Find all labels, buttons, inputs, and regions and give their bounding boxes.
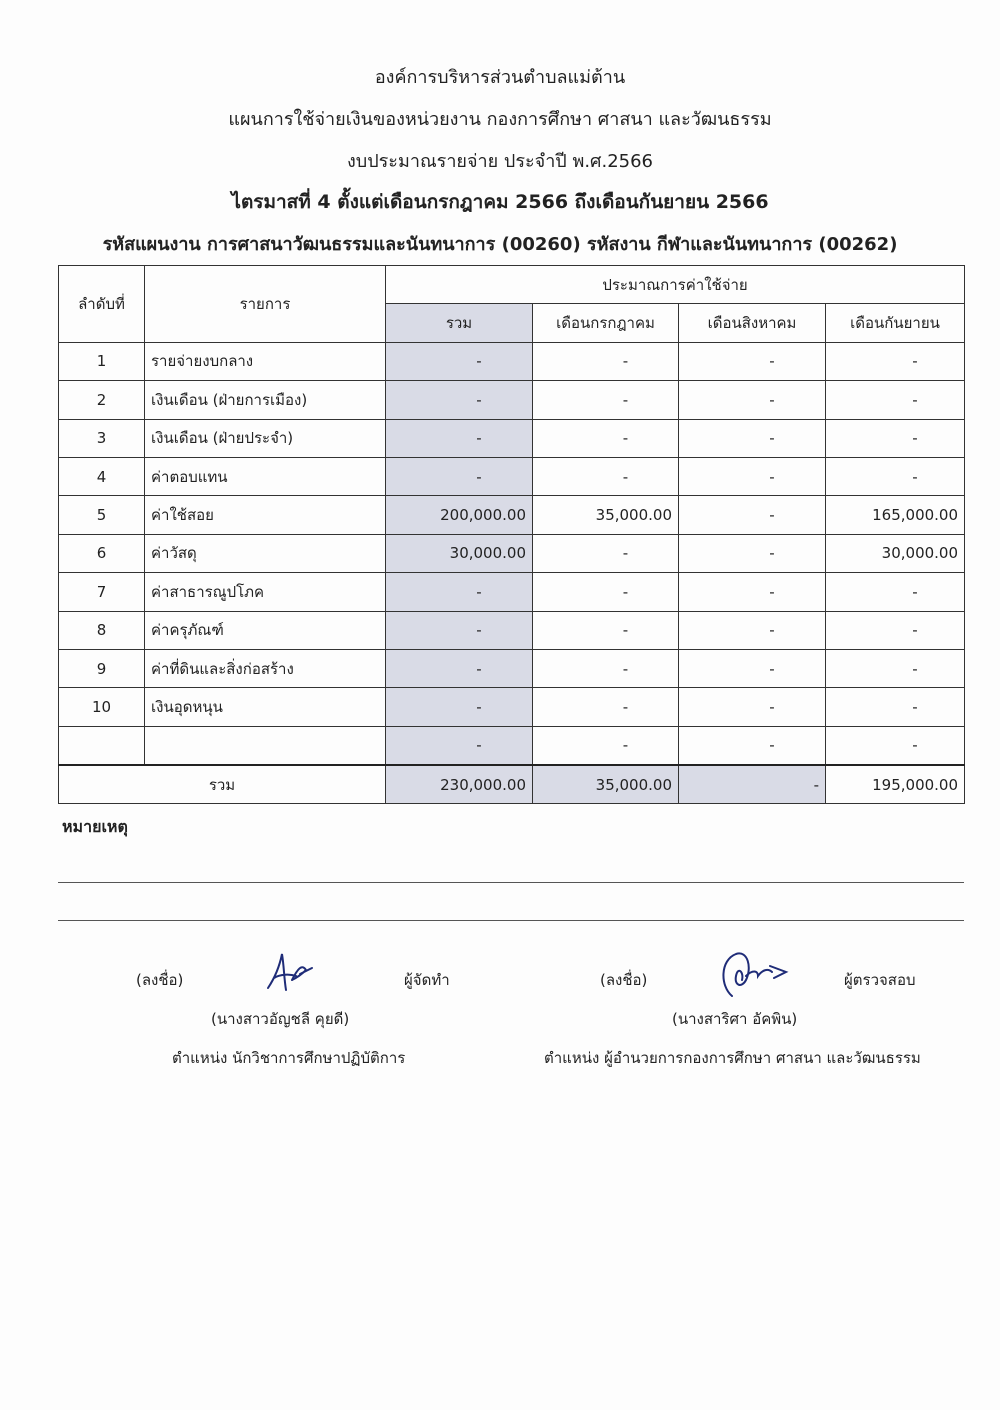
row-item: ค่าครุภัณฑ์ [145, 611, 386, 649]
plan-title: แผนการใช้จ่ายเงินของหน่วยงาน กองการศึกษา ศาสนา และวัฒนธรรม [228, 109, 772, 130]
row-item: เงินเดือน (ฝ่ายการเมือง) [145, 381, 386, 419]
row-august [679, 688, 826, 726]
row-number: 4 [59, 457, 145, 495]
dash-value: - [622, 429, 629, 448]
dash-value: - [622, 582, 629, 601]
row-total [386, 419, 533, 457]
dash-value: - [622, 544, 629, 563]
row-number: 1 [59, 342, 145, 380]
table-row [59, 381, 965, 419]
row-july [533, 688, 679, 726]
row-august [679, 534, 826, 572]
left-sign-label: (ลงชื่อ) [136, 971, 184, 989]
row-july [533, 381, 679, 419]
right-name: (นางสาริศา อัคพิน) [672, 1010, 798, 1028]
row-july [533, 419, 679, 457]
dash-value: - [769, 506, 775, 525]
row-number [59, 726, 145, 765]
table-row [59, 457, 965, 495]
dash-value: - [622, 659, 629, 678]
row-item: ค่าวัสดุ [145, 534, 386, 572]
row-july: 35,000.00 [533, 496, 679, 534]
dash-value: - [622, 352, 629, 371]
row-number: 7 [59, 573, 145, 611]
table-row [59, 649, 965, 687]
row-july [533, 534, 679, 572]
row-september [826, 381, 965, 419]
row-september [826, 688, 965, 726]
dash-value: - [912, 659, 918, 678]
row-september [826, 611, 965, 649]
row-number: 3 [59, 419, 145, 457]
dash-value: - [912, 352, 918, 371]
dash-value: - [476, 659, 482, 678]
dash-value: - [912, 736, 918, 755]
row-number: 5 [59, 496, 145, 534]
left-signature-icon [262, 950, 322, 995]
row-total [386, 649, 533, 687]
row-september [826, 457, 965, 495]
dash-value: - [769, 390, 775, 409]
dash-value: - [912, 390, 918, 409]
table-row [59, 342, 965, 380]
row-total [386, 573, 533, 611]
right-position: ตำแหน่ง ผู้อำนวยการกองการศึกษา ศาสนา และวัฒนธรรม [544, 1049, 921, 1067]
remark-line-2 [58, 920, 964, 921]
row-september [826, 649, 965, 687]
table-row [59, 688, 965, 726]
row-august [679, 573, 826, 611]
row-item: ค่าสาธารณูปโภค [145, 573, 386, 611]
dash-value: - [912, 697, 918, 716]
row-july [533, 457, 679, 495]
col-header-item: รายการ [145, 266, 386, 343]
row-number: 10 [59, 688, 145, 726]
col-header-july: เดือนกรกฎาคม [533, 304, 679, 342]
row-item: เงินเดือน (ฝ่ายประจำ) [145, 419, 386, 457]
row-item: ค่าที่ดินและสิ่งก่อสร้าง [145, 649, 386, 687]
row-number: 2 [59, 381, 145, 419]
row-july [533, 726, 679, 765]
dash-value: - [476, 467, 482, 486]
row-july [533, 573, 679, 611]
budget-table [58, 265, 965, 804]
total-row [59, 765, 965, 804]
col-header-group: ประมาณการค่าใช้จ่าย [386, 266, 965, 304]
row-july [533, 649, 679, 687]
left-position: ตำแหน่ง นักวิชาการศึกษาปฏิบัติการ [172, 1049, 406, 1067]
dash-value: - [769, 352, 775, 371]
dash-value: - [476, 390, 482, 409]
total-july: 35,000.00 [533, 765, 679, 804]
row-total: 200,000.00 [386, 496, 533, 534]
dash-value: - [622, 390, 629, 409]
dash-value: - [476, 697, 482, 716]
table-row [59, 419, 965, 457]
col-header-total: รวม [386, 304, 533, 342]
row-september [826, 419, 965, 457]
row-august [679, 457, 826, 495]
row-total [386, 611, 533, 649]
row-item: รายจ่ายงบกลาง [145, 342, 386, 380]
row-september [826, 342, 965, 380]
org-name: องค์การบริหารส่วนตำบลแม่ต้าน [374, 67, 626, 88]
row-total [386, 381, 533, 419]
row-september [826, 726, 965, 765]
right-sign-label: (ลงชื่อ) [600, 971, 648, 989]
col-header-august: เดือนสิงหาคม [679, 304, 826, 342]
table-row [59, 611, 965, 649]
dash-value: - [476, 352, 482, 371]
total-september: 195,000.00 [826, 765, 965, 804]
dash-value: - [769, 659, 775, 678]
row-july [533, 611, 679, 649]
row-item: ค่าใช้สอย [145, 496, 386, 534]
right-signature-icon [712, 946, 792, 1006]
table-row [59, 726, 965, 765]
row-august [679, 611, 826, 649]
total-label: รวม [59, 765, 386, 804]
row-august [679, 726, 826, 765]
row-august [679, 342, 826, 380]
row-number: 6 [59, 534, 145, 572]
row-september [826, 573, 965, 611]
right-role: ผู้ตรวจสอบ [844, 971, 916, 989]
dash-value: - [769, 544, 775, 563]
dash-value: - [622, 697, 629, 716]
dash-value: - [912, 582, 918, 601]
dash-value: - [769, 736, 775, 755]
row-number: 8 [59, 611, 145, 649]
row-total: 30,000.00 [386, 534, 533, 572]
dash-value: - [622, 621, 629, 640]
table-row [59, 573, 965, 611]
col-header-no: ลำดับที่ [59, 266, 145, 343]
row-august [679, 419, 826, 457]
row-august [679, 496, 826, 534]
row-item [145, 726, 386, 765]
dash-value: - [476, 736, 482, 755]
row-number: 9 [59, 649, 145, 687]
row-july [533, 342, 679, 380]
dash-value: - [476, 582, 482, 601]
col-header-september: เดือนกันยายน [826, 304, 965, 342]
table-row [59, 534, 965, 572]
quarter-range: ไตรมาสที่ 4 ตั้งแต่เดือนกรกฎาคม 2566 ถึงเดือนกันยายน 2566 [231, 191, 769, 213]
table-body [59, 342, 965, 765]
left-role: ผู้จัดทำ [404, 971, 450, 989]
left-name: (นางสาวอัญชลี คุยดี) [211, 1010, 350, 1028]
dash-value: - [622, 736, 629, 755]
dash-value: - [912, 621, 918, 640]
row-august [679, 649, 826, 687]
row-september: 165,000.00 [826, 496, 965, 534]
total-sum: 230,000.00 [386, 765, 533, 804]
total-august: - [679, 765, 826, 804]
row-august [679, 381, 826, 419]
plan-codes: รหัสแผนงาน การศาสนาวัฒนธรรมและนันทนาการ (00260) รหัสงาน กีฬาและนันทนาการ (00262) [102, 234, 898, 255]
dash-value: - [769, 582, 775, 601]
dash-value: - [912, 467, 918, 486]
dash-value: - [769, 429, 775, 448]
row-total [386, 726, 533, 765]
row-september: 30,000.00 [826, 534, 965, 572]
remark-line-1 [58, 882, 964, 883]
row-total [386, 688, 533, 726]
dash-value: - [476, 621, 482, 640]
dash-value: - [769, 697, 775, 716]
row-total [386, 342, 533, 380]
dash-value: - [476, 429, 482, 448]
remark-label: หมายเหตุ [62, 817, 128, 836]
dash-value: - [769, 621, 775, 640]
budget-year: งบประมาณรายจ่าย ประจำปี พ.ศ.2566 [347, 151, 653, 172]
dash-value: - [622, 467, 629, 486]
row-item: ค่าตอบแทน [145, 457, 386, 495]
table-row [59, 496, 965, 534]
dash-value: - [912, 429, 918, 448]
row-total [386, 457, 533, 495]
row-item: เงินอุดหนุน [145, 688, 386, 726]
dash-value: - [769, 467, 775, 486]
